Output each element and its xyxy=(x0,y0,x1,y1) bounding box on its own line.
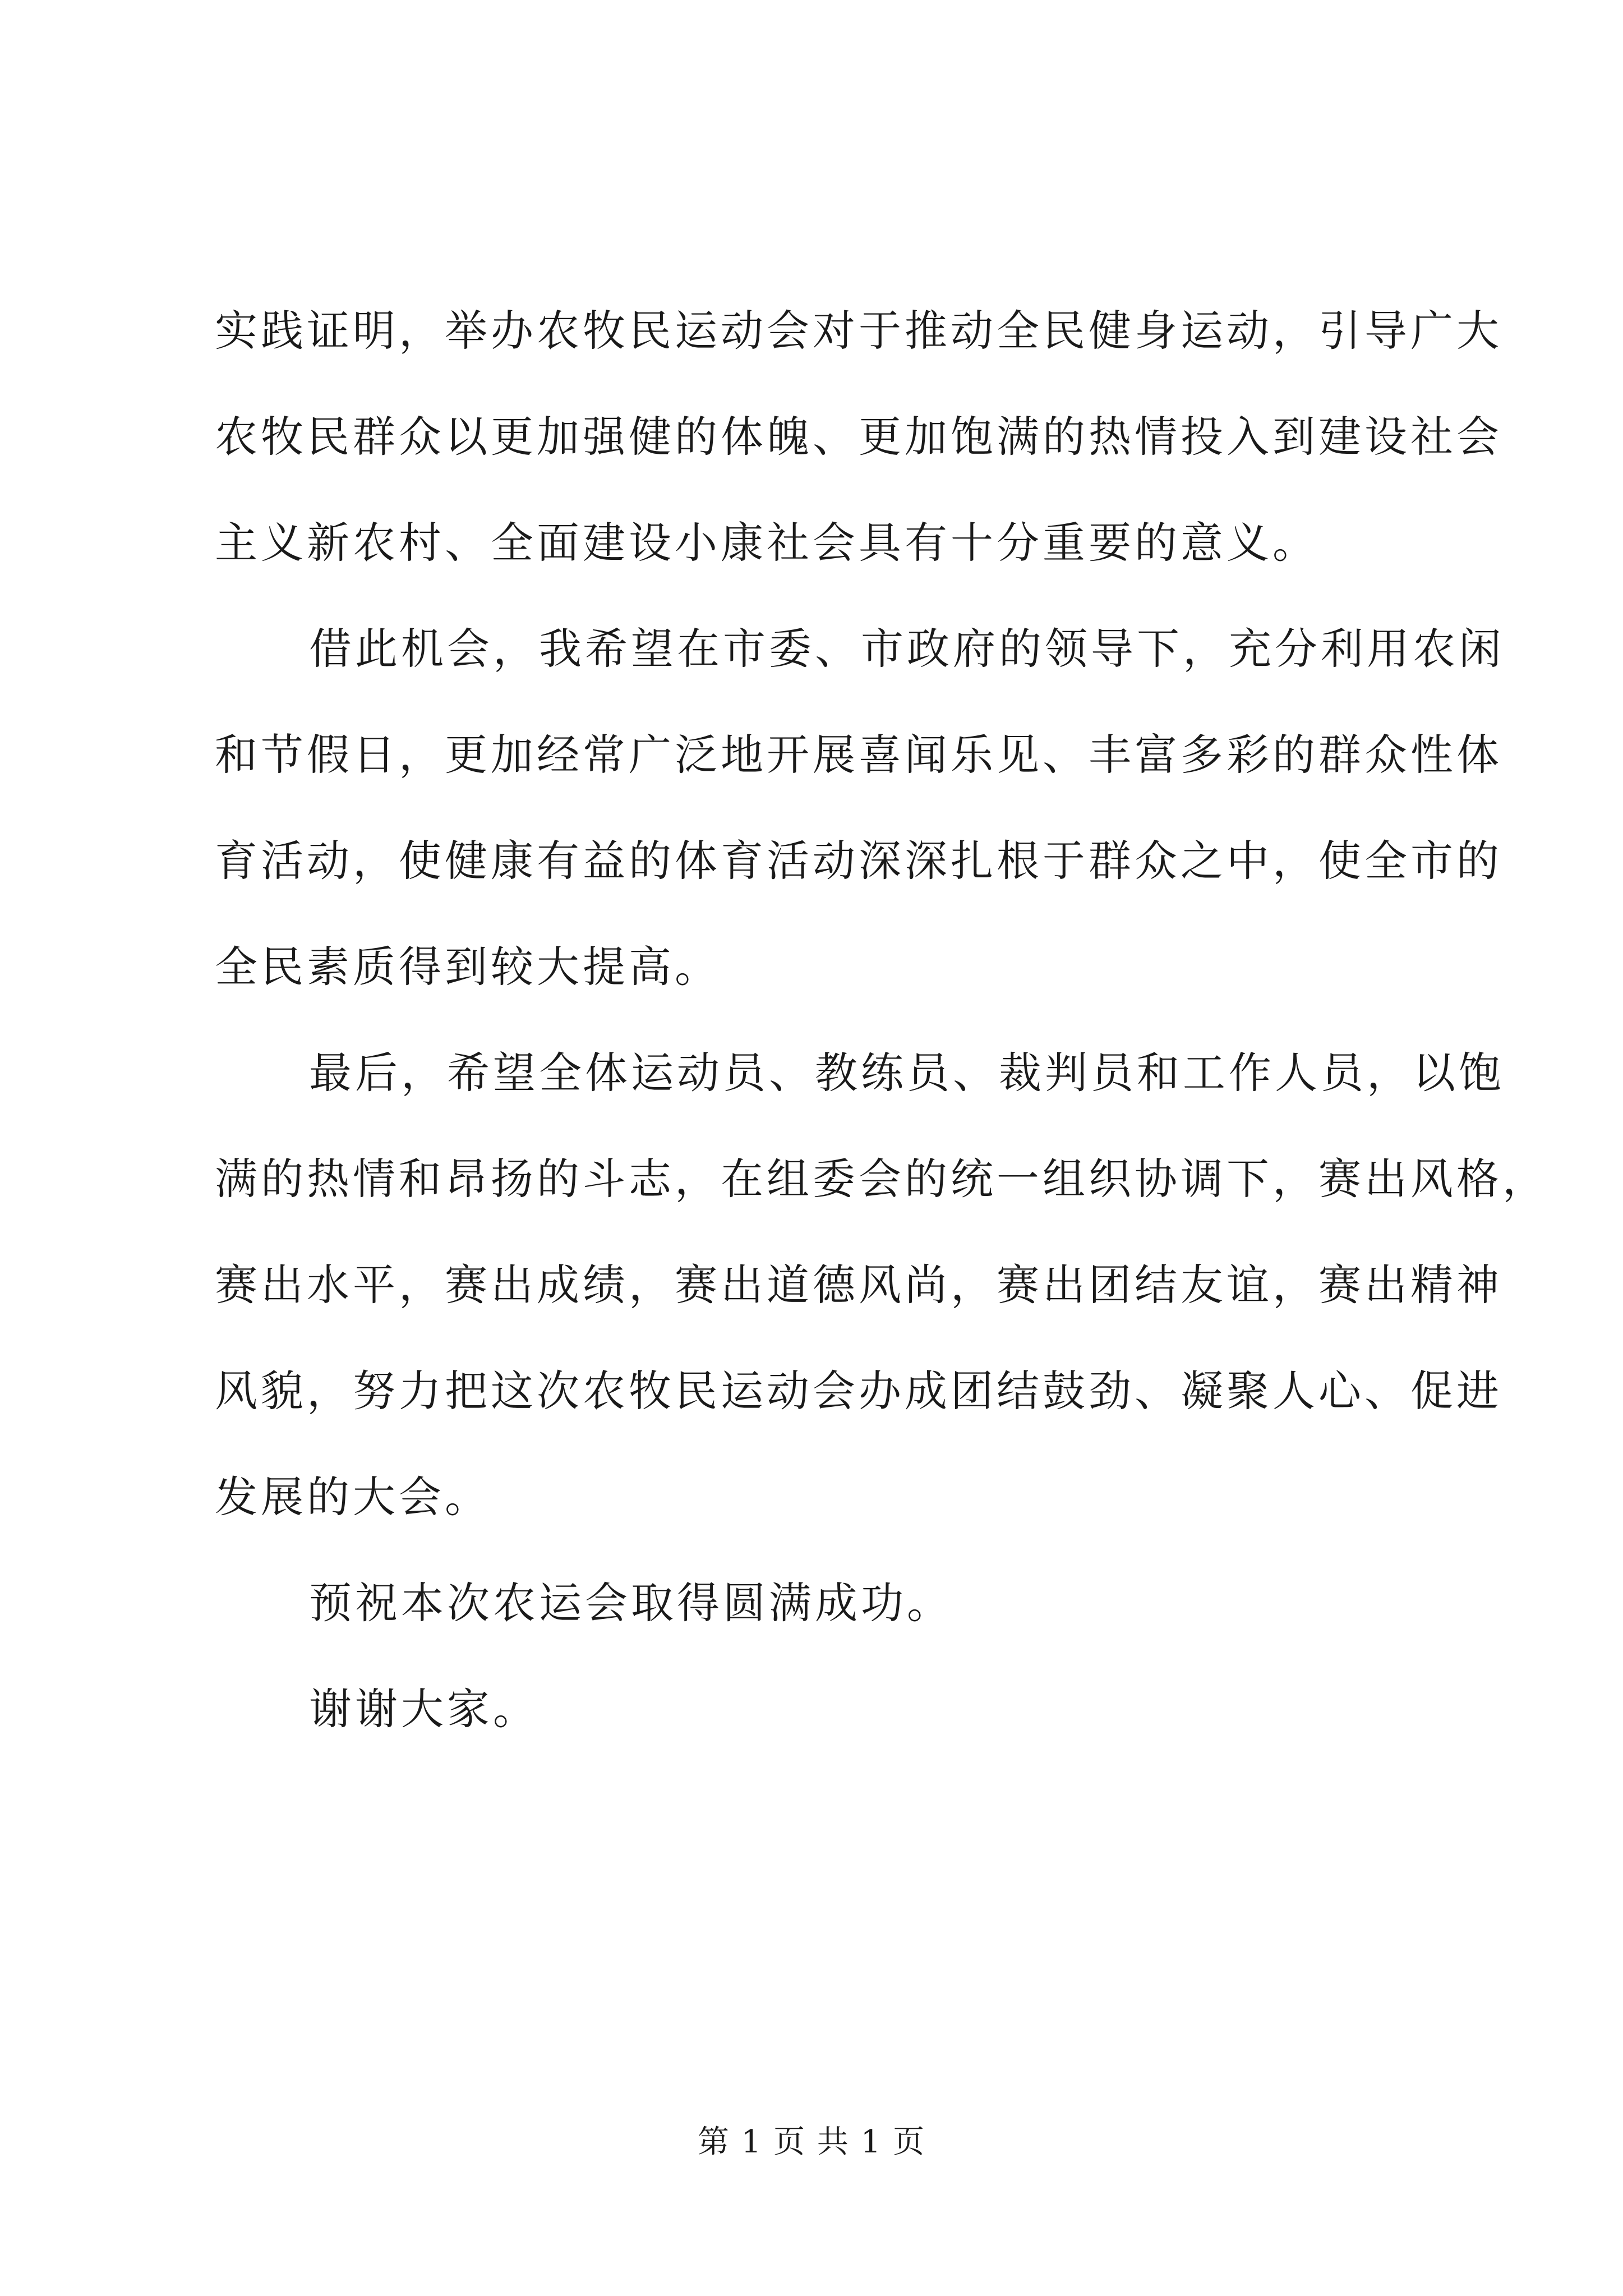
text-line: 全民素质得到较大提高。 xyxy=(215,942,721,992)
text-line: 借此机会，我希望在市委、市政府的领导下，充分利用农闲 xyxy=(309,624,1505,674)
text-line: 最后，希望全体运动员、教练员、裁判员和工作人员，以饱 xyxy=(309,1048,1505,1098)
text-line: 赛出水平，赛出成绩，赛出道德风尚，赛出团结友谊，赛出精神 xyxy=(215,1260,1502,1310)
paragraph-1 xyxy=(215,292,1502,610)
text-line: 风貌，努力把这次农牧民运动会办成团结鼓劲、凝聚人心、促进 xyxy=(215,1366,1502,1416)
page-number-label: 第 1 页 共 1 页 xyxy=(697,2124,926,2160)
paragraph-2 xyxy=(215,610,1505,1034)
paragraph-4 xyxy=(215,1564,1426,1670)
text-line: 预祝本次农运会取得圆满成功。 xyxy=(309,1578,953,1628)
text-line: 实践证明，举办农牧民运动会对于推动全民健身运动，引导广大 xyxy=(215,306,1502,356)
text-line: 满的热情和昂扬的斗志，在组委会的统一组织协调下，赛出风格， xyxy=(215,1154,1548,1204)
text-line: 发展的大会。 xyxy=(215,1472,491,1522)
text-line: 谢谢大家。 xyxy=(309,1684,539,1734)
text-line: 和节假日，更加经常广泛地开展喜闻乐见、丰富多彩的群众性体 xyxy=(215,730,1502,780)
text-line: 农牧民群众以更加强健的体魄、更加饱满的热情投入到建设社会 xyxy=(215,412,1502,462)
paragraph-5 xyxy=(215,1670,1426,1776)
page-footer xyxy=(0,2123,1623,2162)
text-line: 育活动，使健康有益的体育活动深深扎根于群众之中，使全市的 xyxy=(215,836,1502,886)
paragraph-3 xyxy=(215,1034,1548,1564)
text-line: 主义新农村、全面建设小康社会具有十分重要的意义。 xyxy=(215,518,1318,568)
document-body xyxy=(215,292,1548,1776)
